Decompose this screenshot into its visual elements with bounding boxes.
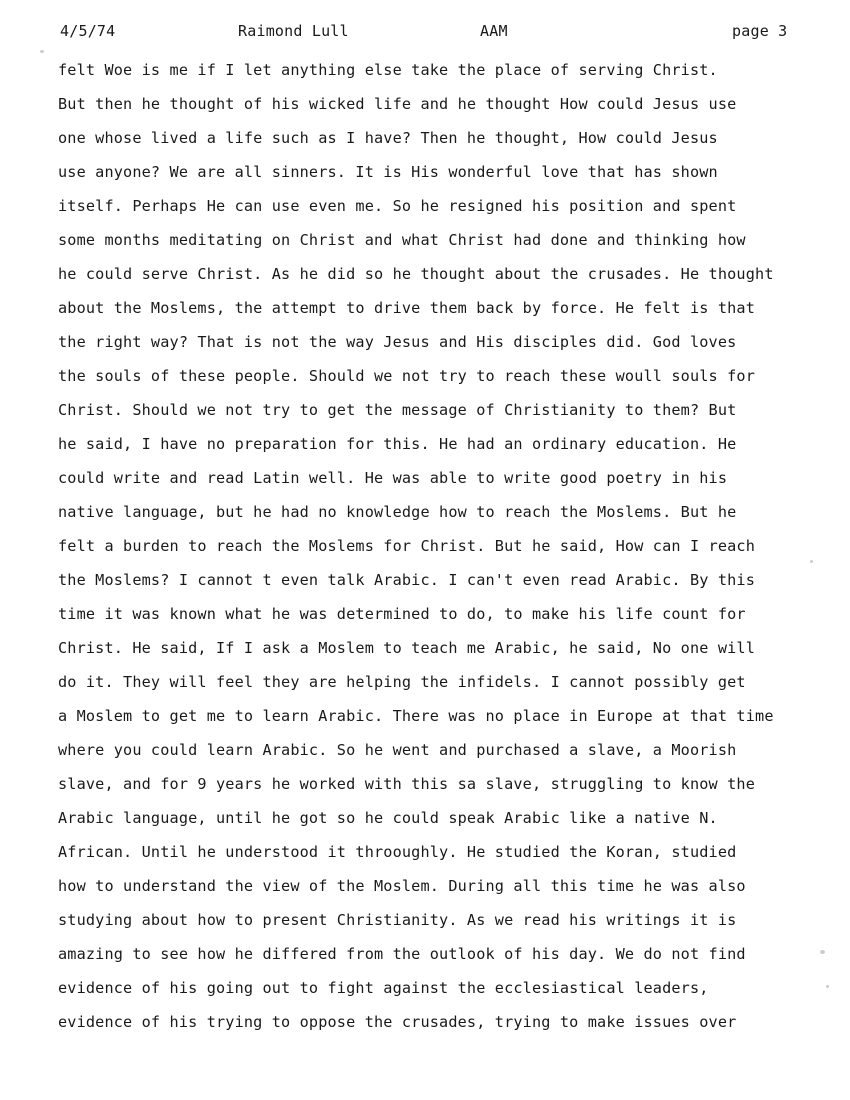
- text-line: amazing to see how he differed from the outlook of his day. We do not find: [58, 945, 746, 963]
- text-line: one whose lived a life such as I have? Then he thought, How could Jesus: [58, 129, 718, 147]
- text-line: Christ. He said, If I ask a Moslem to teach me Arabic, he said, No one will: [58, 639, 756, 657]
- header-date: 4/5/74: [60, 22, 116, 40]
- text-line: the souls of these people. Should we not try to reach these woull souls for: [58, 367, 756, 385]
- text-line: evidence of his going out to fight against the ecclesiastical leaders,: [58, 979, 709, 997]
- text-line: evidence of his trying to oppose the crusades, trying to make issues over: [58, 1013, 737, 1031]
- text-line: a Moslem to get me to learn Arabic. There was no place in Europe at that time: [58, 707, 774, 725]
- text-line: itself. Perhaps He can use even me. So he resigned his position and spent: [58, 197, 737, 215]
- text-line: how to understand the view of the Moslem. During all this time he was also: [58, 877, 746, 895]
- scan-speck: [826, 985, 829, 988]
- text-line: do it. They will feel they are helping the infidels. I cannot possibly get: [58, 673, 746, 691]
- text-line: native language, but he had no knowledge how to reach the Moslems. But he: [58, 503, 737, 521]
- text-line: slave, and for 9 years he worked with this sa slave, struggling to know the: [58, 775, 756, 793]
- text-line: felt Woe is me if I let anything else take the place of serving Christ.: [58, 61, 718, 79]
- scan-speck: [810, 560, 813, 563]
- header-code: AAM: [480, 22, 508, 40]
- text-line: African. Until he understood it throoughly. He studied the Koran, studied: [58, 843, 737, 861]
- text-line: Christ. Should we not try to get the message of Christianity to them? But: [58, 401, 737, 419]
- header-page-number: page 3: [732, 22, 788, 40]
- page-header: [0, 22, 850, 46]
- text-line: time it was known what he was determined to do, to make his life count for: [58, 605, 746, 623]
- scan-speck: [820, 950, 825, 954]
- text-line: the right way? That is not the way Jesus and His disciples did. God loves: [58, 333, 737, 351]
- text-line: could write and read Latin well. He was able to write good poetry in his: [58, 469, 728, 487]
- text-line: studying about how to present Christianity. As we read his writings it is: [58, 911, 737, 929]
- text-line: he said, I have no preparation for this. He had an ordinary education. He: [58, 435, 737, 453]
- scan-speck: [40, 50, 44, 53]
- text-line: he could serve Christ. As he did so he thought about the crusades. He thought: [58, 265, 774, 283]
- text-line: Arabic language, until he got so he could speak Arabic like a native N.: [58, 809, 718, 827]
- text-line: use anyone? We are all sinners. It is His wonderful love that has shown: [58, 163, 718, 181]
- text-line: But then he thought of his wicked life and he thought How could Jesus use: [58, 95, 737, 113]
- text-line: some months meditating on Christ and what Christ had done and thinking how: [58, 231, 746, 249]
- text-line: felt a burden to reach the Moslems for Christ. But he said, How can I reach: [58, 537, 756, 555]
- text-line: the Moslems? I cannot t even talk Arabic. I can't even read Arabic. By this: [58, 571, 756, 589]
- header-title: Raimond Lull: [238, 22, 349, 40]
- text-line: about the Moslems, the attempt to drive them back by force. He felt is that: [58, 299, 756, 317]
- body-text: [58, 56, 848, 1042]
- text-line: where you could learn Arabic. So he went and purchased a slave, a Moorish: [58, 741, 737, 759]
